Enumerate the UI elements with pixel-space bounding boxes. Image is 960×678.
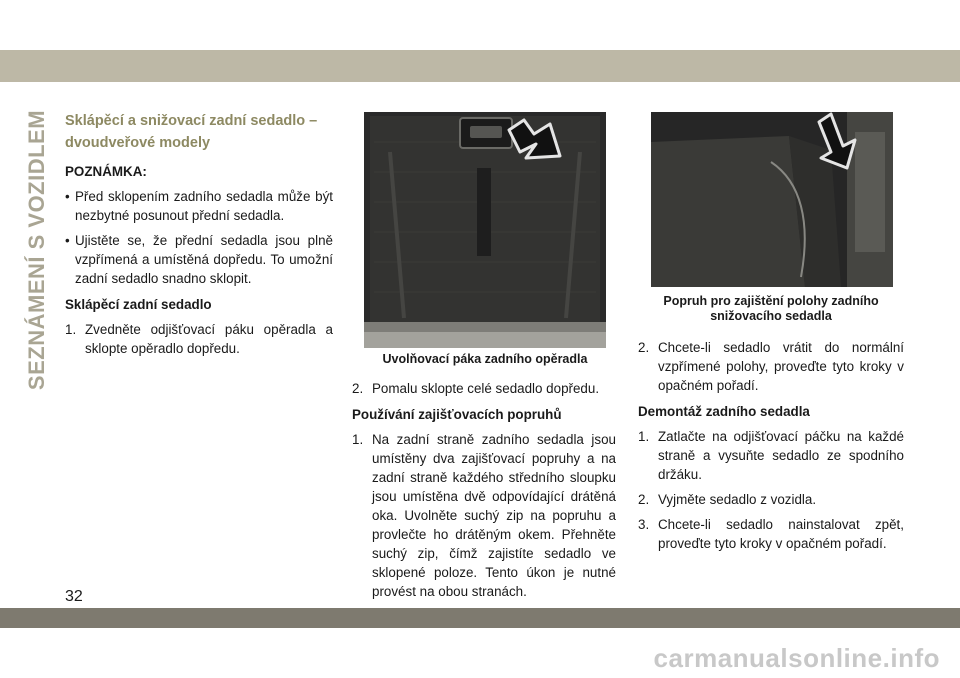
step-item: 2. Chcete-li sedadlo vrátit do normální vzpřímené polohy, proveďte tyto kroky v opačném pořadí.: [638, 340, 904, 393]
subhead-removal: Demontáž zadního sedadla: [638, 404, 810, 419]
column-left: [65, 110, 333, 364]
step-item: 2. Vyjměte sedadlo z vozidla.: [638, 492, 817, 507]
seatback-release-lever-image: [364, 112, 606, 348]
side-title: SEZNÁMENÍ S VOZIDLEM: [24, 109, 49, 391]
note-label: POZNÁMKA:: [65, 164, 147, 179]
header-band: [0, 50, 960, 82]
step-item: 1. Zvedněte odjišťovací páku opěradla a sklopte opěradlo dopředu.: [65, 322, 333, 356]
column-middle: [352, 379, 616, 607]
page-number: 32: [65, 588, 83, 605]
watermark: carmanualsonline.info: [653, 643, 940, 673]
step-item: 1. Zatlačte na odjišťovací páčku na každé straně a vysuňte sedadlo ze spodního držáku.: [638, 429, 904, 482]
seat-strap-image: [651, 112, 893, 287]
subhead-straps: Používání zajišťovacích popruhů: [352, 407, 562, 422]
bullet-item: • Ujistěte se, že přední sedadla jsou plně vzpřímená a umístěná dopředu. To umožní zadní sedadlo snadno sklopit.: [65, 233, 333, 286]
subhead-fold-seat: Sklápěcí zadní sedadlo: [65, 297, 212, 312]
figure-caption: Uvolňovací páka zadního opěradla: [382, 352, 588, 366]
figure-caption: Popruh pro zajištění polohy zadního snižovacího sedadla: [663, 294, 879, 323]
section-title: Sklápěcí a snižovací zadní sedadlo – dvoudveřové modely: [65, 113, 318, 151]
step-item: 1. Na zadní straně zadního sedadla jsou umístěny dva zajišťovací popruhy a na zadní straně každého středního sloupku jsou umístěna dvě odpovídající drátěná oka. Uvolněte suchý zip na popruhu a provlečte ho drátěným okem. Přehněte suchý zip, čímž zajistíte sedadlo ve sklopené poloze. Tento úkon je nutné provést na obou stranách.: [352, 432, 616, 599]
column-right: [638, 338, 904, 559]
seatback-release-lever-figure: [364, 112, 606, 348]
footer-band: [0, 608, 960, 628]
step-item: 2. Pomalu sklopte celé sedadlo dopředu.: [352, 381, 600, 396]
seat-strap-figure: [651, 112, 893, 287]
step-item: 3. Chcete-li sedadlo nainstalovat zpět, proveďte tyto kroky v opačném pořadí.: [638, 517, 904, 551]
bullet-item: • Před sklopením zadního sedadla může být nezbytné posunout přední sedadla.: [65, 189, 333, 223]
